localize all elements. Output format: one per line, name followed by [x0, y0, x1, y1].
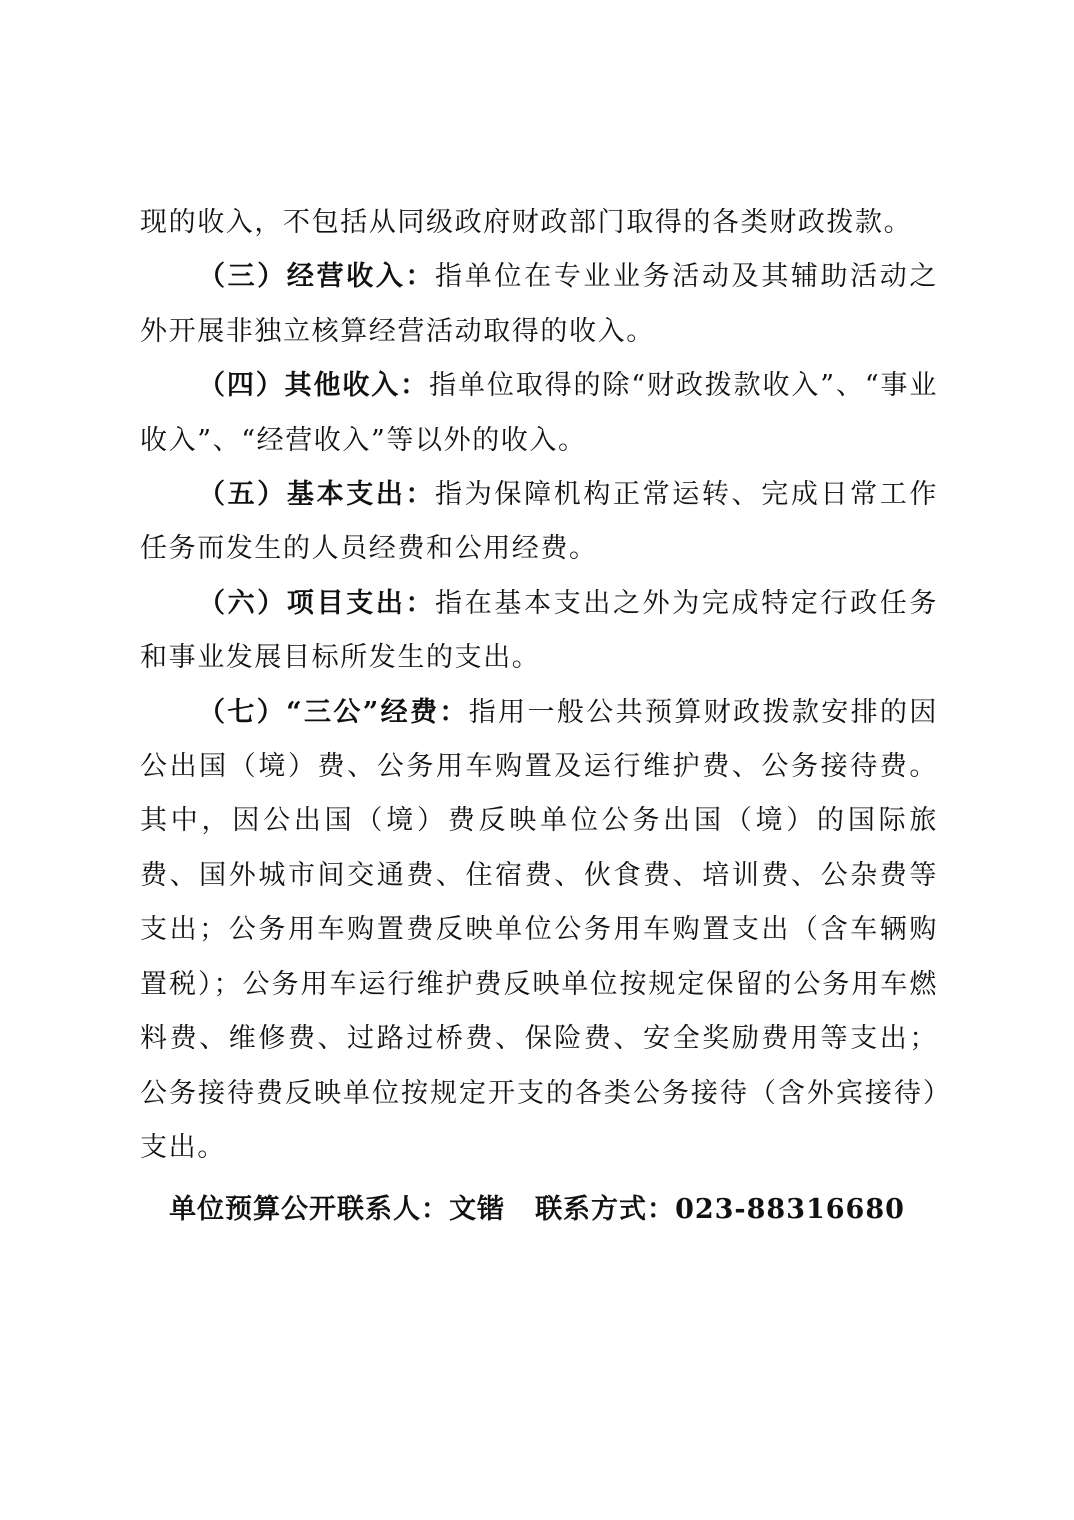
contact-line — [0, 1190, 1074, 1230]
paragraph-text: 指用一般公共预算财政拨款安排的因公出国（境）费、公务用车购置及运行维护费、公务接待费。其中，因公出国（境）费反映单位公务出国（境）的国际旅费、国外城市间交通费、住宿费、伙食费、培训费、公杂费等支出；公务用车购置费反映单位公务用车购置支出（含车辆购置税）；公务用车运行维护费反映单位按规定保留的公务用车燃料费、维修费、过路过桥费、保险费、安全奖励费用等支出；公务接待费反映单位按规定开支的各类公务接待（含外宾接待）支出。 — [140, 696, 938, 1163]
contact-method-label: 联系方式： — [535, 1194, 676, 1225]
term-label: （六）项目支出： — [198, 587, 436, 619]
paragraph-other-income — [140, 359, 938, 468]
paragraph-text: 指为保障机构正常运转、完成日常工作任务而发生的人员经费和公用经费。 — [140, 479, 938, 565]
term-label: （三）经营收入： — [198, 261, 436, 293]
paragraph-continuation — [140, 196, 938, 250]
paragraph-operating-income — [140, 250, 938, 359]
paragraph-text: 指单位在专业业务活动及其辅助活动之外开展非独立核算经营活动取得的收入。 — [140, 261, 938, 347]
paragraph-text: 指在基本支出之外为完成特定行政任务和事业发展目标所发生的支出。 — [140, 587, 938, 674]
term-label: （七）“三公”经费： — [198, 696, 469, 728]
paragraph-text: 现的收入，不包括从同级政府财政部门取得的各类财政拨款。 — [140, 207, 913, 238]
paragraph-text: 指单位取得的除“财政拨款收入”、“事业收入”、“经营收入”等以外的收入。 — [140, 370, 938, 456]
paragraph-three-public-expenses — [140, 686, 938, 1176]
document-body — [140, 196, 938, 1175]
term-label: （五）基本支出： — [198, 479, 436, 511]
paragraph-project-expenditure — [140, 577, 938, 686]
paragraph-basic-expenditure — [140, 468, 938, 577]
term-label: （四）其他收入： — [198, 370, 430, 402]
contact-person-label: 单位预算公开联系人： — [169, 1194, 450, 1225]
contact-phone: 023-88316680 — [675, 1194, 905, 1225]
contact-person-name: 文锴 — [449, 1194, 506, 1225]
